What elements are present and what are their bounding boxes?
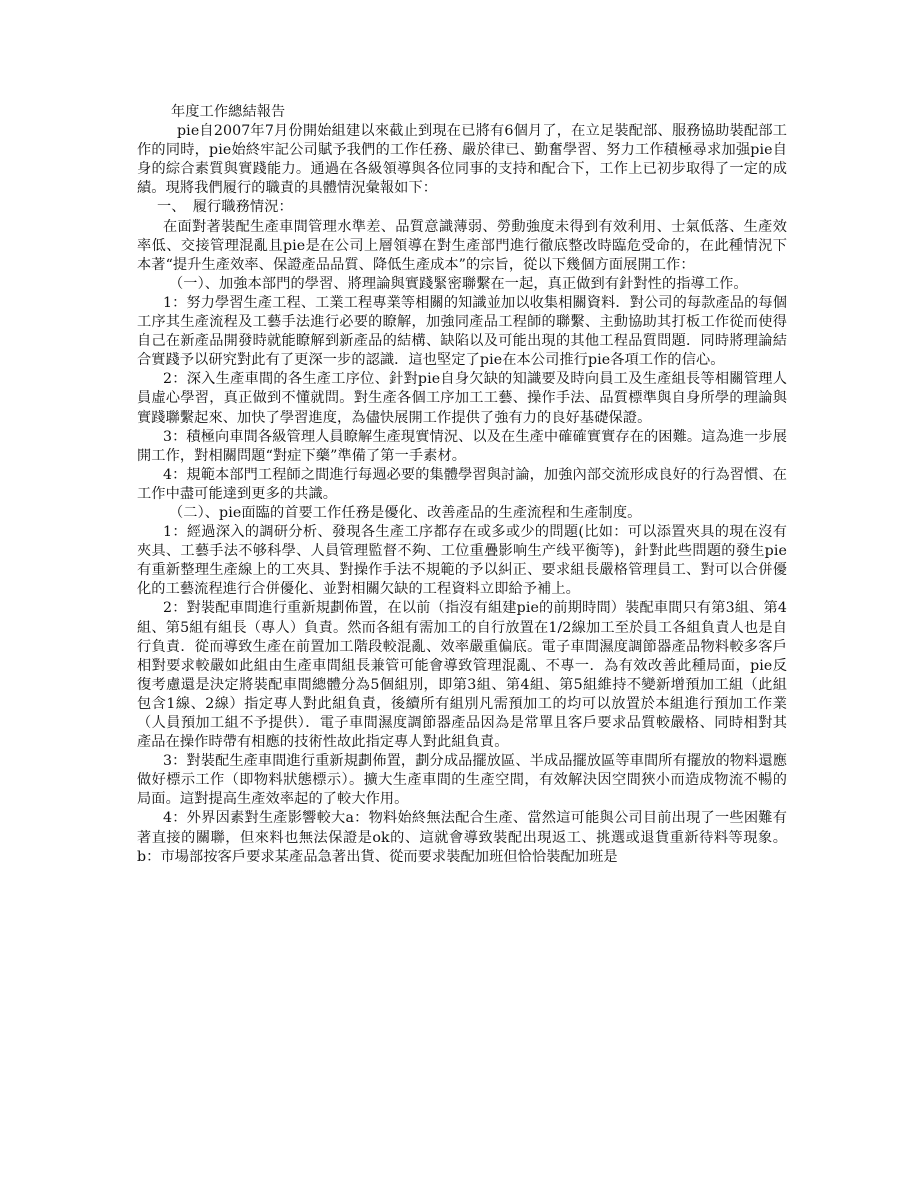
document-title: 年度工作總結報告 [171, 104, 286, 120]
paragraph: 一、 履行職務情況： [157, 199, 293, 216]
paragraph: 3：積極向車間各級管理人員瞭解生產現實情況、以及在生產中確確實實存在的困難。這為進一步展開工作，對相關問題“對症下藥”準備了第一手素材。 [137, 428, 787, 464]
paragraph-list [137, 122, 787, 867]
paragraph: 3：對裝配生產車間進行重新規劃佈置，劃分成品擺放區、半成品擺放區等車間所有擺放的物料還應做好標示工作（即物料狀態標示）。擴大生產車間的生產空間，有效解決因空間狹小而造成物流不暢的局面。這對提高生產效率起的了較大作用。 [137, 753, 787, 808]
paragraph: （一）、加強本部門的學習、將理論與實踐緊密聯繫在一起，真正做到有針對性的指導工作。 [169, 275, 748, 292]
document-body [137, 103, 787, 867]
paragraph: 4：規範本部門工程師之間進行每週必要的集體學習與討論，加強內部交流形成良好的行為習慣、在工作中盡可能達到更多的共識。 [137, 466, 787, 502]
paragraph: 1：努力學習生產工程、工業工程專業等相關的知識並加以收集相關資料．對公司的每款產品的每個工序其生產流程及工藝手法進行必要的瞭解，加強同產品工程師的聯繫、主動協助其打板工作從而使得自己在新產品開發時就能瞭解到新產品的結構、缺陷以及可能出現的其他工程品質問題．同時將理論結合實踐予以研究對此有了更深一步的認識．這也堅定了pie在本公司推行pie各項工作的信心。 [137, 294, 787, 369]
paragraph: 1：經過深入的調研分析、發現各生產工序都存在或多或少的問題(比如：可以添置夾具的現在沒有夾具、工藝手法不够科學、人員管理監督不夠、工位重疊影响生产线平衡等)，針對此些問題的發生pie有重新整理生產線上的工夾具、對操作手法不規範的予以糾正、要求組長嚴格管理員工、對可以合併優化的工藝流程進行合併優化、並對相關欠缺的工程資料立即給予補上。 [137, 524, 787, 598]
paragraph: pie自2007年7月份開始組建以來截止到現在已將有6個月了，在立足裝配部、服務協助裝配部工作的同時，pie始終牢記公司賦予我們的工作任務、嚴於律已、勤奮學習、努力工作積極尋求加强pie自身的綜合素質與實踐能力。通過在各級領導與各位同事的支持和配合下，工作上已初步取得了一定的成績。現將我們履行的職責的具體情況彙報如下： [137, 123, 787, 197]
paragraph: 在面對著裝配生產車間管理水準差、品質意識薄弱、勞動強度未得到有效利用、士氣低落、生產效率低、交接管理混亂且pie是在公司上層領導在對生產部門進行徹底整改時臨危受命的，在此種情況下本著“提升生產效率、保證產品品質、降低生產成本”的宗旨，從以下幾個方面展開工作： [137, 218, 787, 273]
paragraph: 4：外界因素對生產影響較大a：物料始終無法配合生產、當然這可能與公司目前出現了一些困難有著直接的關聯，但來料也無法保證是ok的、這就會導致裝配出現返工、挑選或退貨重新待料等現象。b：市場部按客戶要求某產品急著出貨、從而要求裝配加班但恰恰裝配加班是 [137, 810, 787, 865]
paragraph: （二）、pie面臨的首要工作任務是優化、改善產品的生產流程和生產制度。 [169, 504, 642, 521]
paragraph: 2：深入生產車間的各生產工序位、針對pie自身欠缺的知識要及時向員工及生產組長等相關管理人員虛心學習，真正做到不懂就問。對生產各個工序加工工藝、操作手法、品質標準與自身所學的理論與實踐聯繫起來、加快了學習進度，為儘快展開工作提供了強有力的良好基礎保證。 [137, 371, 787, 426]
paragraph: 2：對裝配車間進行重新規劃佈置，在以前（指沒有組建pie的前期時間）裝配車間只有第3組、第4組、第5組有組長（專人）負責。然而各組有需加工的自行放置在1/2線加工至於員工各組負責人也是自行負責．從而導致生產在前置加工階段較混亂、效率嚴重偏底。電子車間濕度調節器產品物料較多客戶相對要求較嚴如此組由生產車間組長兼管可能會導致管理混亂、不專一．為有效改善此種局面，pie反復考慮還是決定將裝配車間總體分為5個組別，即第3組、第4組、第5組維持不變新增預加工組（此組包含1線、2線）指定專人對此組負責，後續所有組別凡需預加工的均可以放置於本組進行預加工作業（人員預加工組不予提供）．電子車間濕度調節器產品因為是常單且客戶要求品質較嚴格、同時相對其產品在操作時帶有相應的技術性故此指定專人對此組負責。 [137, 600, 787, 751]
